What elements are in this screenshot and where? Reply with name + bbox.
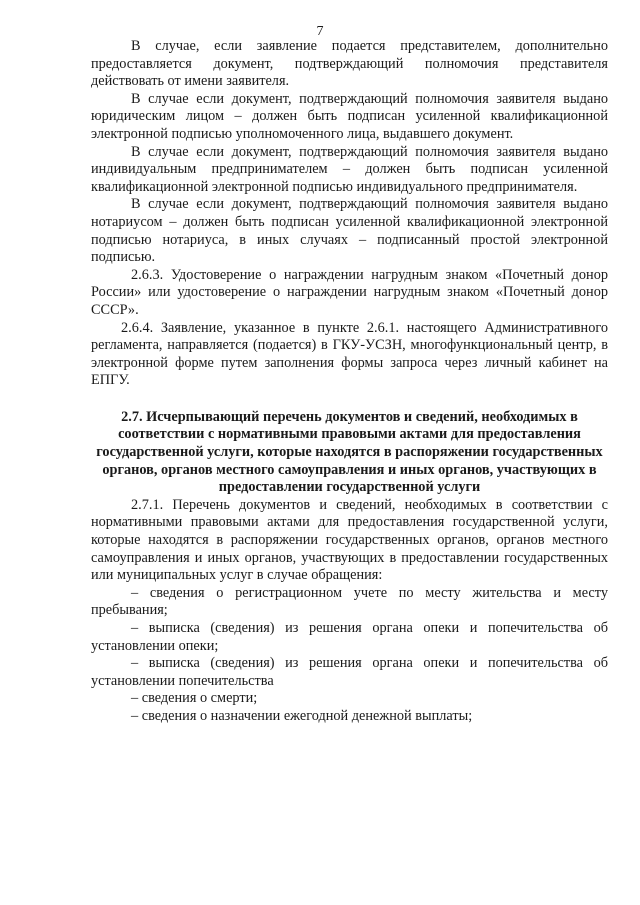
list-item: – выписка (сведения) из решения органа опеки и попечительства об установлении попечительства [91,655,608,689]
page-number: 7 [316,24,324,39]
paragraph-notary: В случае если документ, подтверждающий полномочия заявителя выдано нотариусом – должен быть подписан усиленной квалификационной электронной подписью нотариуса, в иных случаях – подписанный простой электронной подписью. [91,196,608,266]
section-heading-2-7: 2.7. Исчерпывающий перечень документов и сведений, необходимых в соответствии с нормативными правовыми актами для предоставления государственной услуги, которые находятся в распоряжении государственных органов, органов местного самоуправления и иных органов, участвующих в предоставлении государственной услуги [96,408,603,496]
list-item: – сведения о назначении ежегодной денежной выплаты; [131,707,473,724]
paragraph-legal-entity: В случае если документ, подтверждающий полномочия заявителя выдано юридическим лицом – должен быть подписан усиленной квалификационной электронной подписью уполномоченного лица, выдавшего документ. [91,90,608,142]
paragraph-2-6-4: 2.6.4. Заявление, указанное в пункте 2.6.1. настоящего Административного регламента, направляется (подается) в ГКУ-УСЗН, многофункциональный центр, в электронной форме путем заполнения формы запроса через личный кабинет на ЕПГУ. [91,319,608,389]
paragraph-2-6-3: 2.6.3. Удостоверение о награждении нагрудным знаком «Почетный донор России» или удостоверение о награждении нагрудным знаком «Почетный донор СССР». [91,266,608,318]
list-item: – сведения о регистрационном учете по месту жительства и месту пребывания; [91,584,608,619]
paragraph-entrepreneur: В случае если документ, подтверждающий полномочия заявителя выдано индивидуальным предпринимателем – должен быть подписан усиленной квалификационной электронной подписью индивидуального предпринимателя. [91,143,608,195]
list-item: – сведения о смерти; [131,690,258,707]
document-body [91,38,608,726]
paragraph-representative: В случае, если заявление подается представителем, дополнительно предоставляется документ, подтверждающий полномочия представителя действовать от имени заявителя. [91,38,608,90]
paragraph-2-7-1: 2.7.1. Перечень документов и сведений, необходимых в соответствии с нормативными правовыми актами для предоставления государственной услуги, которые находятся в распоряжении государственных органов, органов местного самоуправления и иных органов, участвующих в предоставлении государственных или муниципальных услуг в случае обращения: [91,496,608,584]
list-item: – выписка (сведения) из решения органа опеки и попечительства об установлении опеки; [91,620,608,654]
